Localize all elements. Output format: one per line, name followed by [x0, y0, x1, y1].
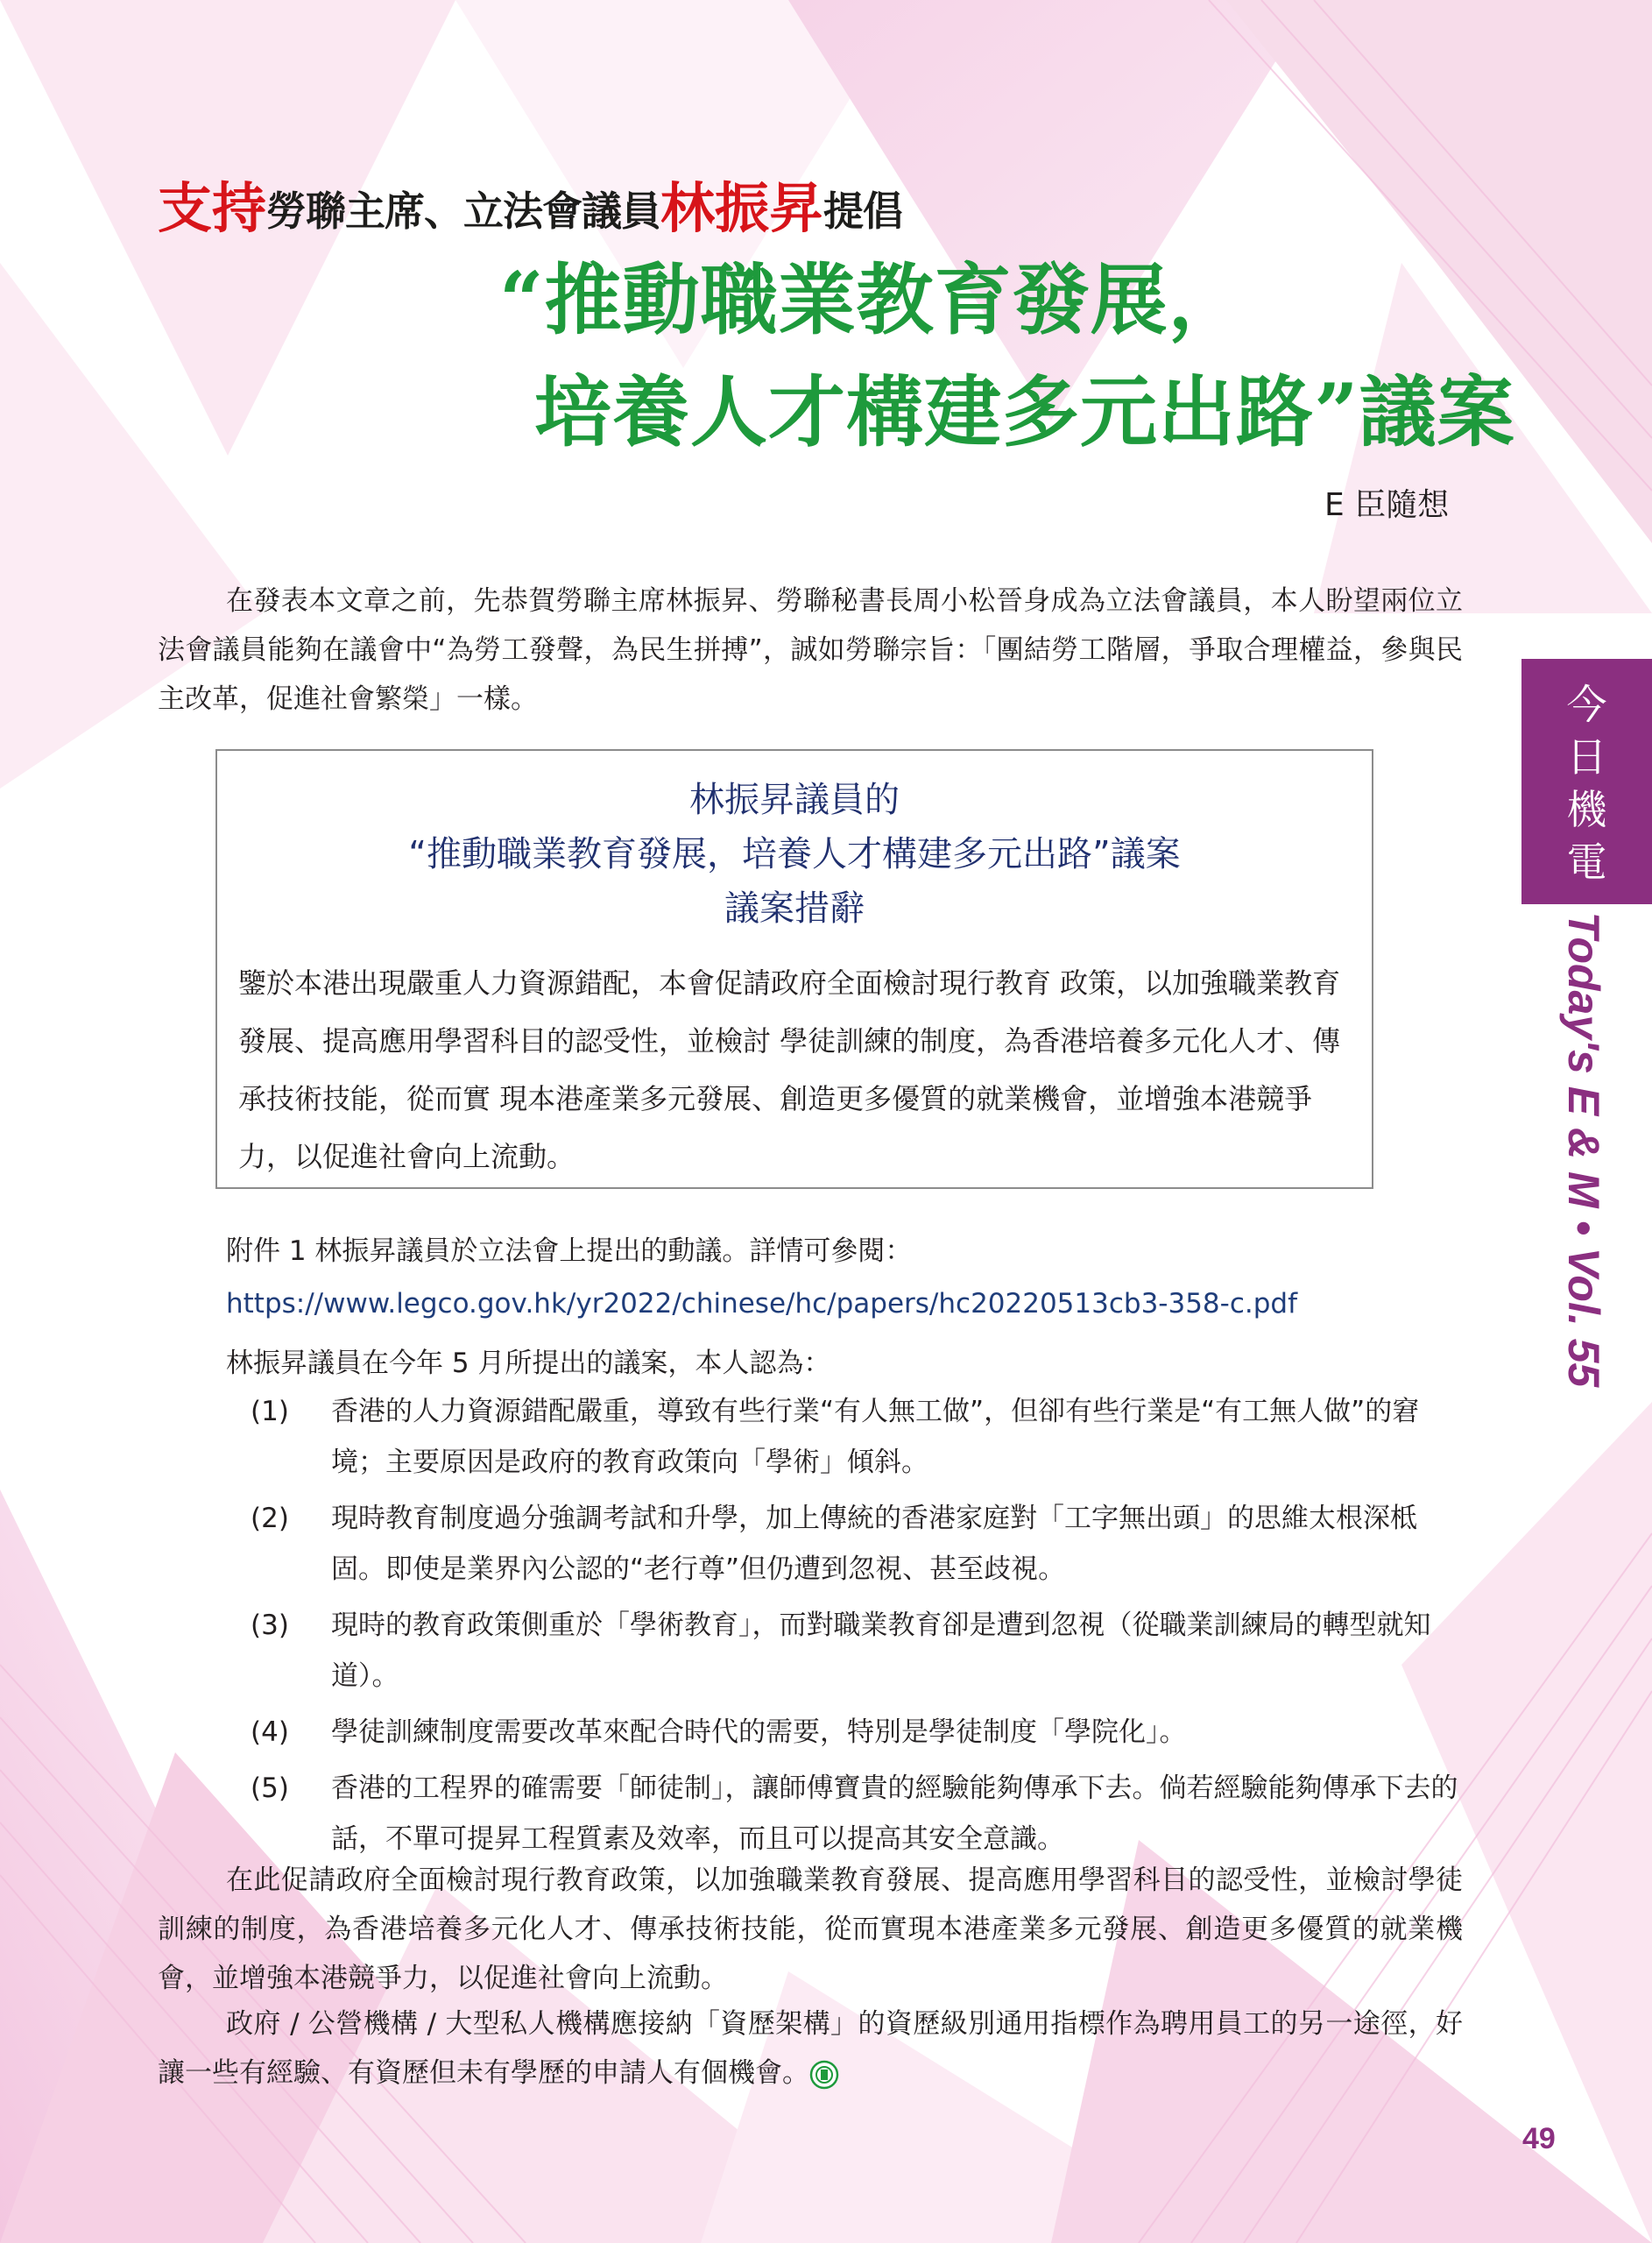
motion-title-line-2: “推動職業教育發展，培養人才構建多元出路”議案 — [408, 834, 1181, 874]
list-item — [251, 1600, 1463, 1702]
list-item-number: (4) — [251, 1716, 289, 1748]
list-item — [251, 1493, 1463, 1595]
points-intro: 林振昇議員在今年 5 月所提出的議案，本人認為： — [226, 1348, 831, 1379]
headline-line-2: 培養人才構建多元出路”議案 — [534, 366, 1515, 457]
list-item-text: 香港的工程界的確需要「師徒制」，讓師傅寶貴的經驗能夠傳承下去。倘若經驗能夠傳承下去的話，不單可提昇工程質素及效率，而且可以提高其安全意識。 — [331, 1772, 1458, 1855]
motion-wording: 鑒於本港出現嚴重人力資源錯配，本會促請政府全面檢討現行教育 政策，以加強職業教育發展、提高應用學習科目的認受性，並檢討 學徒訓練的制度，為香港培養多元化人才、傳承技術技能，從而實 現本港產業多元發展、創造更多優質的就業機會，並增強本港競爭 力，以促進社會向上流動。 — [238, 966, 1341, 1173]
list-item — [251, 1707, 1463, 1758]
legco-paper-link[interactable]: https://www.legco.gov.hk/yr2022/chinese/hc/papers/hc20220513cb3-358-c.pdf — [226, 1288, 1298, 1320]
intro-paragraph: 在發表本文章之前，先恭賀勞聯主席林振昇、勞聯秘書長周小松晉身成為立法會議員，本人盼望兩位立法會議員能夠在議會中“為勞工發聲，為民生拼搏”，誠如勞聯宗旨：「團結勞工階層，爭取合理權益，參與民主改革，促進社會繁榮」一樣。 — [158, 585, 1463, 715]
list-item-text: 現時的教育政策側重於「學術教育」，而對職業教育卻是遭到忽視（從職業訓練局的轉型就知道）。 — [331, 1610, 1431, 1692]
attachment-note — [226, 1225, 1297, 1330]
kicker-part1: 勞聯主席、立法會議員 — [266, 188, 661, 235]
closing-paragraph-1: 在此促請政府全面檢討現行教育政策，以加強職業教育發展、提高應用學習科目的認受性，並檢討學徒訓練的制度，為香港培養多元化人才、傳承技術技能，從而實現本港產業多元發展、創造更多優質的就業機會，並增強本港競爭力，以促進社會向上流動。 — [158, 1864, 1463, 1994]
attachment-text: 附件 1 林振昇議員於立法會上提出的動議。詳情可參閱： — [226, 1235, 913, 1267]
list-item-text: 現時教育制度過分強調考試和升學，加上傳統的香港家庭對「工字無出頭」的思維太根深柢固。即使是業界內公認的“老行尊”但仍遭到忽視、甚至歧視。 — [331, 1503, 1417, 1585]
motion-title-line-3: 議案措辭 — [724, 888, 865, 929]
kicker-name: 林振昇 — [660, 176, 824, 240]
list-item-number: (2) — [251, 1503, 289, 1534]
list-item-number: (1) — [251, 1396, 289, 1427]
article-headline — [499, 244, 1515, 468]
list-item-text: 學徒訓練制度需要改革來配合時代的需要，特別是學徒制度「學院化」。 — [331, 1716, 1187, 1748]
sidebar-tab-char: 今 — [1566, 681, 1607, 728]
list-item — [251, 1386, 1463, 1488]
volume-label: Today's E & M • Vol. 55 — [1559, 911, 1608, 1388]
list-item-number: (3) — [251, 1610, 289, 1641]
closing-paragraph-2 — [158, 1999, 1463, 2098]
closing-paragraph-2-text: 政府 / 公營機構 / 大型私人機構應接納「資歷架構」的資歷級別通用指標作為聘用員工的另一途徑，好讓一些有經驗、有資歷但未有學歷的申請人有個機會。 — [158, 2008, 1463, 2089]
list-item — [251, 1763, 1463, 1864]
page-number: 49 — [1522, 2122, 1556, 2155]
sidebar-tab-char: 日 — [1566, 733, 1607, 781]
kicker-support: 支持 — [158, 176, 267, 240]
headline-line-1: “推動職業教育發展， — [499, 254, 1246, 345]
motion-title-line-1: 林振昇議員的 — [689, 780, 900, 820]
article-kicker — [158, 165, 902, 243]
motion-box-title — [217, 775, 1372, 933]
end-of-article-icon — [809, 2060, 839, 2090]
kicker-part2: 提倡 — [823, 188, 903, 235]
sidebar-tab-char: 機 — [1566, 786, 1607, 833]
author-byline: E 臣隨想 — [1324, 487, 1450, 523]
list-item-number: (5) — [251, 1772, 289, 1804]
motion-box — [215, 749, 1373, 1189]
opinion-list — [251, 1386, 1463, 1870]
list-item-text: 香港的人力資源錯配嚴重，導致有些行業“有人無工做”，但卻有些行業是“有工無人做”的窘境；主要原因是政府的教育政策向「學術」傾斜。 — [331, 1396, 1420, 1478]
sidebar-tab-char: 電 — [1566, 838, 1607, 886]
sidebar-tab — [1521, 659, 1652, 904]
